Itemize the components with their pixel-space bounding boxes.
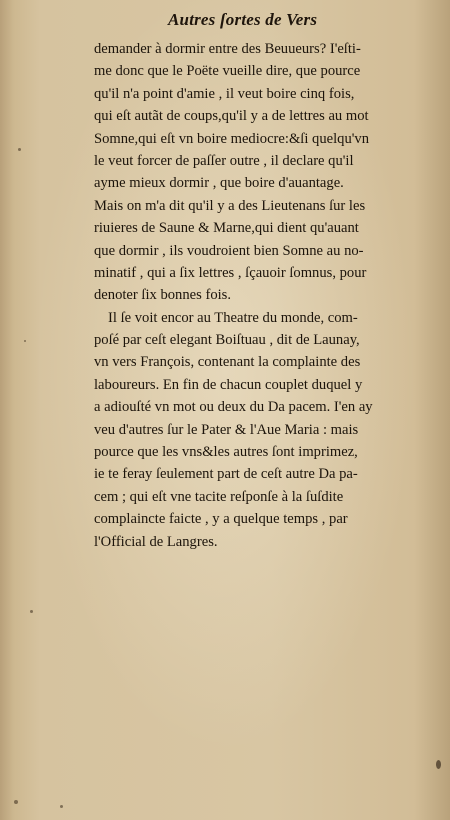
body-text xyxy=(94,38,440,553)
text-line: que dormir , ils voudroient bien Somne au no- xyxy=(94,242,364,259)
text-line: complaincte faicte , y a quelque temps , par xyxy=(94,511,348,528)
ink-speck xyxy=(18,148,21,151)
text-line: minatif , qui a ſix lettres , ſçauoir ſomnus, pour xyxy=(94,264,367,281)
text-line: l'Official de Langres. xyxy=(94,533,218,550)
text-line: Mais on m'a dit qu'il y a des Lieutenans ſur les xyxy=(94,197,366,214)
text-line: pource que les vns&les autres ſont imprimez, xyxy=(94,444,358,461)
text-line: Il ſe voit encor au Theatre du monde, com- xyxy=(108,309,358,326)
text-line: qu'il n'a point d'amie , il veut boire cinq fois, xyxy=(94,85,355,102)
ink-speck xyxy=(30,610,33,613)
ink-speck xyxy=(436,760,441,769)
text-line: demander à dormir entre des Beuueurs? I'eſti- xyxy=(94,41,361,57)
text-line: laboureurs. En fin de chacun couplet duquel y xyxy=(94,376,363,393)
text-line: ayme mieux dormir , que boire d'auantage. xyxy=(94,175,344,192)
ink-speck xyxy=(14,800,18,804)
running-head: Autres ſortes de Vers xyxy=(168,10,318,29)
text-line: veu d'autres ſur le Pater & l'Aue Maria : mais xyxy=(94,421,359,438)
text-line: denoter ſix bonnes fois. xyxy=(94,287,231,304)
ink-speck xyxy=(60,805,63,808)
ink-speck xyxy=(24,340,26,342)
text-line: me donc que le Poëte vueille dire, que pource xyxy=(94,63,361,80)
text-line: le veut forcer de paſſer outre , il declare qu'il xyxy=(94,152,354,169)
text-line: ie te feray ſeulement part de ceſt autre Da pa- xyxy=(94,466,358,483)
text-line: riuieres de Saune & Marne,qui dient qu'auant xyxy=(94,220,359,237)
text-line: Somne,qui eſt vn boire mediocre:&ſi quelqu'vn xyxy=(94,130,369,147)
text-line: poſé par ceſt elegant Boiſtuau , dit de Launay, xyxy=(94,332,360,349)
text-line: vn vers François, contenant la complainte des xyxy=(94,354,361,371)
text-line: a adiouſté vn mot ou deux du Da pacem. I'en ay xyxy=(94,399,373,416)
text-line: cem ; qui eſt vne tacite reſponſe à la ſuſdite xyxy=(94,488,344,505)
text-line: qui eſt autãt de coups,qu'il y a de lettres au mot xyxy=(94,108,369,125)
